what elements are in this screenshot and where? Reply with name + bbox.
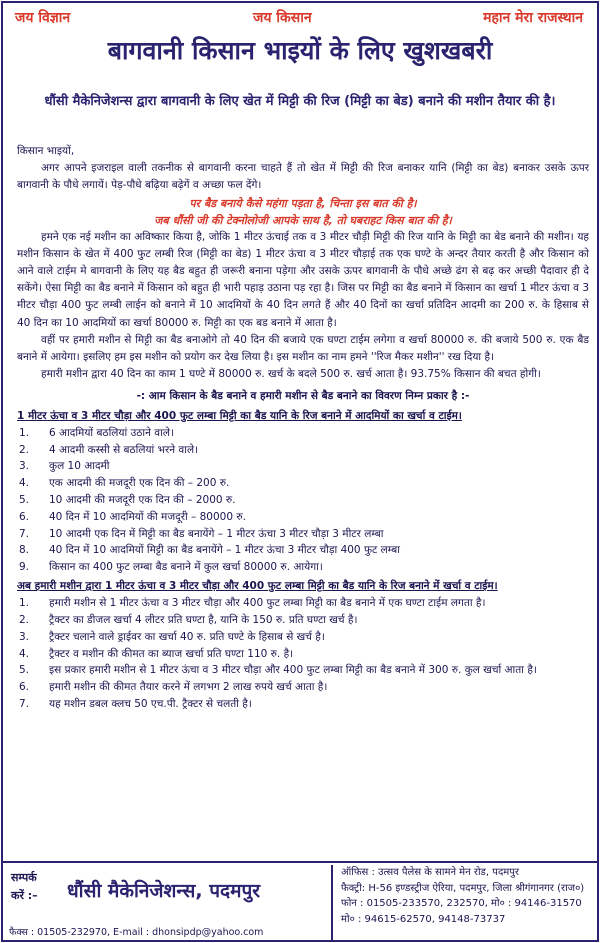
contact-label-line-1: सम्पर्क (11, 871, 37, 884)
item-text: 40 दिन में 10 आदमियों की मजदूरी – 80000 रु. (49, 510, 246, 523)
machine-item-4 (17, 646, 589, 663)
fax-email: फैक्स : 01505-232970, E-mail : dhonsipdp@yahoo.com (9, 927, 264, 938)
manual-item-7 (17, 526, 589, 543)
item-text: इस प्रकार हमारी मशीन से 1 मीटर ऊंचा व 3 मीटर चौड़ा और 400 फुट लम्बा मिट्टी का बैड बनाने में 300 रु. कुल खर्चा आता है। (49, 664, 537, 677)
item-number: 3. (19, 630, 30, 643)
machine-cost-list (17, 595, 589, 713)
item-number: 4. (19, 647, 30, 660)
manual-item-2 (17, 442, 589, 459)
manual-item-1 (17, 425, 589, 442)
slogan-line-1: पर बैड बनाये कैसे महंगा पड़ता है, चिन्ता इस बात की है। (189, 196, 417, 210)
item-text: ट्रैक्टर का डीजल खर्चा 4 लीटर प्रति घण्टा है, यानि के 150 रु. प्रति घण्टा खर्च है। (49, 614, 358, 627)
item-number: 8. (19, 544, 30, 557)
office-address: ऑफिस : उत्सव पैलेस के सामने मेन रोड, पदमपुर (341, 867, 520, 878)
slogan-right: महान मेरा राजस्थान (483, 10, 583, 26)
item-text: एक आदमी की मजदूरी एक दिन की – 200 रु. (49, 477, 230, 490)
manual-section-title: 1 मीटर ऊंचा व 3 मीटर चौड़ा और 400 फुट लम्बा मिट्टी का बैड यानि के रिज बनाने में आदमियों का खर्चा व टाईम। (17, 409, 462, 422)
machine-item-3 (17, 629, 589, 646)
slogan-bar (3, 5, 597, 29)
mobile-numbers: मो० : 94615-62570, 94148-73737 (341, 913, 506, 925)
contact-label-line-2: करें :– (11, 889, 38, 902)
item-text: किसान का 400 फुट लम्बा बैड बनाने में कुल खर्चा 80000 रु. आयेगा। (49, 561, 323, 574)
item-number: 5. (19, 494, 30, 507)
item-number: 6. (19, 681, 30, 694)
machine-item-1 (17, 595, 589, 612)
paragraph-3: हमारी मशीन द्वारा 40 दिन का काम 1 घण्टे में 80000 रु. खर्च के बदले 500 रु. खर्च आता है। 93.75% किसान की बचत होगी। (41, 368, 541, 381)
item-number: 9. (19, 561, 30, 574)
slogan-center: जय किसान (253, 10, 312, 26)
item-text: हमारी मशीन की कीमत तैयार करने में लगभग 2 लाख रुपये खर्च आता है। (49, 681, 328, 694)
item-number: 6. (19, 510, 30, 523)
item-text: हमारी मशीन से 1 मीटर ऊंचा व 3 मीटर चौड़ा और 400 फुट लम्बा मिट्टी का बैड बनाने में एक घण्टा टाईम लगता है। (49, 597, 486, 610)
item-text: यह मशीन डबल क्लच 50 एच.पी. ट्रैक्टर से चलती है। (49, 698, 252, 710)
manual-item-5 (17, 492, 589, 509)
item-number: 2. (19, 614, 30, 627)
manual-item-6 (17, 509, 589, 526)
item-text: 10 आदमी की मजदूरी एक दिन की – 2000 रु. (49, 494, 236, 507)
paragraph-1: हमने एक नई मशीन का अविष्कार किया है, जोकि 1 मीटर ऊंचाई तक व 3 मीटर चौड़ी मिट्टी की रिज यानि के मिट्टी का बेड बनाने की मशीन। यह मशीन किसान के खेत में 400 फुट लम्बी रिज (मिट्टी का बेड) 1 मीटर ऊंचा व 3 मीटर चौड़ाई तक एक घण्टे के अन्दर तैयार करती है और किसान को आने वाले टाईम मे बागवानी के लिए यह बैड बहुत ही जरूरी बनाना पड़ेगा और उसके ऊपर बागवानी के पौधे अच्छे ढंग से बढ़ कर अच्छी पैदावार ही दे सकेंगे। ऐसा मिट्टी का बैड बनाने में किसान को बहुत ही भारी पहाड़ उठाना पड़ रहा है। जिस पर मिट्टी का बैड बनाने में किसान का खर्चा 1 मीटर ऊंचा व 3 मीटर चौड़ा 400 फुट लम्बी लाईन को बनाने में 10 आदमियों के 40 दिन लगते हैं और 40 दिनों का खर्चा प्रतिदिन आदमी का 200 रु. के हिसाब से 40 दिन का 10 आदमियों का खर्चा 80000 रु. मिट्टी का एक बड बनाने में आता है। (17, 230, 589, 329)
phone-numbers: फोन : 01505-233570, 232570, मो० : 94146-31570 (341, 898, 582, 909)
paragraph-2: वहीं पर हमारी मशीन से मिट्टी का बैड बनाओगे तो 40 दिन की बजाये एक घण्टा टाईम लगेगा व खर्चा 80000 रु. की बजाये 500 रु. एक बैड बनाने में आयेगा। इसलिए हम इस मशीन को प्रयोग कर देख लिया है। इस मशीन का नाम हमने ''रिज मैकर मशीन'' रख दिया है। (17, 333, 589, 364)
salutation: किसान भाइयों, (17, 145, 75, 157)
machine-item-6 (17, 679, 589, 696)
body-text (17, 143, 589, 713)
manual-item-8 (17, 542, 589, 559)
advertisement-page (1, 1, 599, 942)
item-number: 2. (19, 443, 30, 456)
item-text: कुल 10 आदमी (49, 460, 110, 473)
company-name: धौंसी मैकेनिजेशन्स, पदमपुर (67, 880, 261, 902)
address-box (331, 865, 595, 941)
item-text: ट्रैक्टर व मशीन की कीमत का ब्याज खर्चा प्रति घण्टा 110 रु. है। (49, 647, 294, 660)
item-number: 7. (19, 527, 30, 540)
item-number: 1. (19, 426, 30, 439)
manual-item-9 (17, 559, 589, 576)
factory-address: फैक्ट्री: H-56 इण्डस्ट्रीज ऐरिया, पदमपुर, जिला श्रीगंगानगर (राज०) (341, 882, 585, 894)
item-number: 3. (19, 460, 30, 473)
machine-item-2 (17, 612, 589, 629)
comparison-note: -: आम किसान के बैड बनाने व हमारी मशीन से बैड बनाने का विवरण निम्न प्रकार है :- (136, 390, 470, 403)
slogan-line-2: जब धौंसी जी की टेक्नोलोजी आपके साथ है, तो घबराहट किस बात की है। (154, 213, 452, 227)
slogan-left: जय विज्ञान (15, 10, 71, 26)
item-text: 40 दिन में 10 आदमियों मिट्टी का बैड बनायेंगे – 1 मीटर ऊंचा 3 मीटर चौड़ा 400 फुट लम्बा (49, 544, 400, 557)
item-text: ट्रैक्टर चलाने वाले ड्राईवर का खर्चा 40 रु. प्रति घण्टे के हिसाब से खर्च है। (49, 630, 325, 643)
headline: बागवानी किसान भाइयों के लिए खुशखबरी (107, 36, 493, 65)
manual-cost-list (17, 425, 589, 576)
machine-item-5 (17, 662, 589, 679)
item-number: 1. (19, 597, 30, 610)
item-text: 10 आदमी एक दिन में मिट्टी का बैड बनायेंगे – 1 मीटर ऊंचा 3 मीटर चौड़ा 3 मीटर लम्बा (49, 527, 384, 540)
item-text: 6 आदमियों बठलियां उठाने वाले। (49, 426, 174, 439)
item-number: 4. (19, 477, 30, 490)
item-text: 4 आदमी कस्सी से बठलियां भरने वाले। (49, 443, 199, 456)
manual-item-4 (17, 475, 589, 492)
manual-item-3 (17, 458, 589, 475)
item-number: 5. (19, 664, 30, 677)
machine-section-title: अब हमारी मशीन द्वारा 1 मीटर ऊंचा व 3 मीटर चौड़ा और 400 फुट लम्बा मिट्टी का बैड यानि के रिज बनाने में खर्चा व टाईम। (17, 580, 498, 593)
machine-item-7 (17, 696, 589, 713)
item-number: 7. (19, 698, 30, 710)
contact-label (11, 869, 38, 905)
contact-footer (3, 861, 597, 942)
intro-paragraph: अगर आपने इजराइल वाली तकनीक से बागवानी करना चाहते हैं तो खेत में मिट्टी की रिज बनाकर यानि (मिट्टी का बेड) बनाकर उसके ऊपर बागवानी के पौधे लगायें। पेड़-पौधे बढ़िया बढ़ेगें व अच्छा फल देंगे। (17, 162, 589, 192)
subheadline: धौंसी मैकेनिजेशन्स द्वारा बागवानी के लिए खेत में मिट्टी की रिज (मिट्टी का बेड) बनाने की मशीन तैयार की है। (44, 94, 556, 109)
